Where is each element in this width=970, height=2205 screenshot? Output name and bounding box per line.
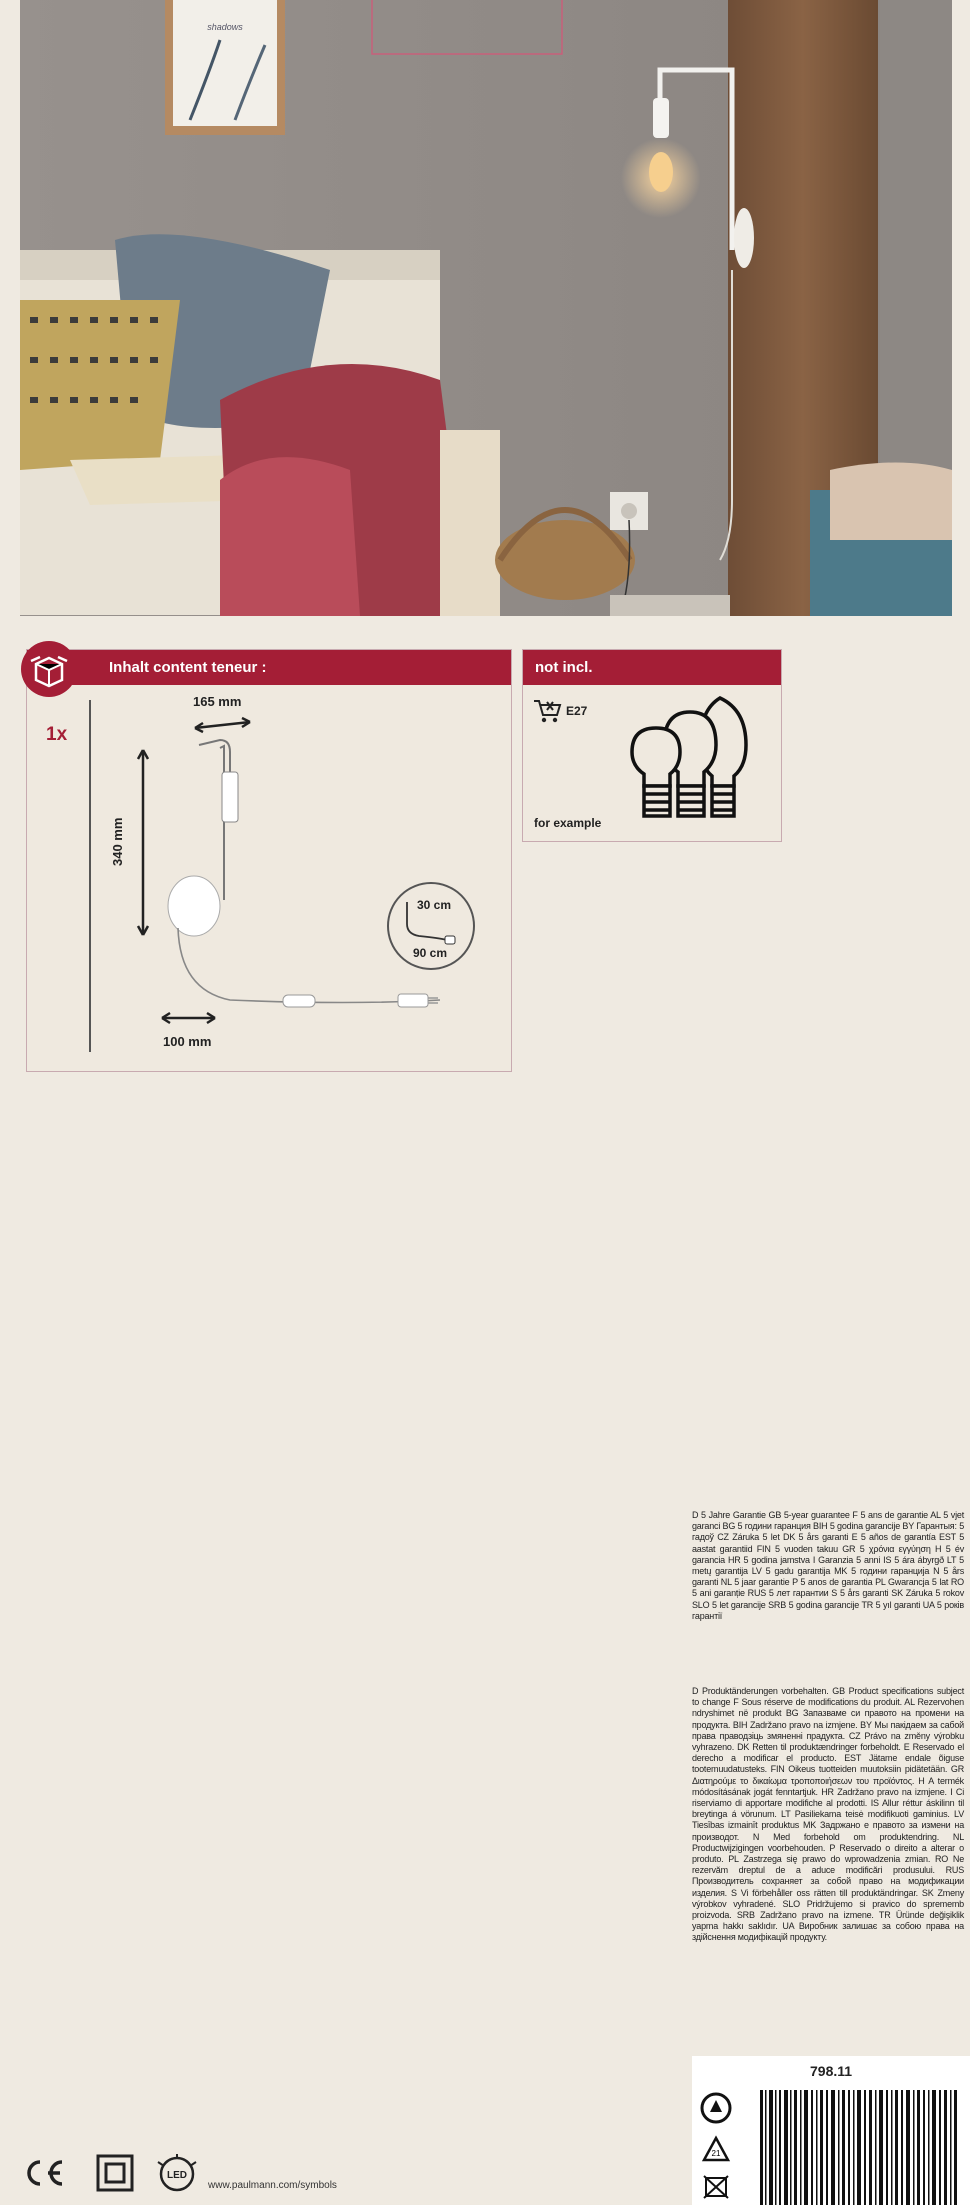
ce-mark-icon	[22, 2156, 66, 2190]
dim-height: 340 mm	[110, 817, 125, 866]
led-compatible-icon	[152, 2152, 202, 2196]
socket-type: E27	[566, 704, 588, 718]
cable-length-diagram	[387, 882, 475, 970]
svg-text:21: 21	[711, 2149, 721, 2158]
poster-text: shadows	[207, 22, 243, 32]
dim-base: 100 mm	[163, 1034, 212, 1049]
protection-class-icon	[96, 2154, 134, 2192]
dim-width: 165 mm	[193, 694, 242, 709]
barcode	[756, 2090, 962, 2205]
recycling-icons	[698, 2092, 734, 2202]
guarantee-text: D 5 Jahre Garantie GB 5-year guarantee F 5 ans de garantie AL 5 vjet garanci BG 5 години гаранция BIH 5 godina garancije BY Гарантыя: 5 гадоў CZ Záruka 5 let DK 5 års garanti E 5 años de garantía EST 5 aastat garantiid FIN 5 vuoden takuu GR 5 χρόνια εγγύηση H 5 év garancia HR 5 godina jamstva I Garanzia 5 anni IS 5 ára ábyrgð LT 5 metų garantija LV 5 gadu garantija MK 5 години гаранција N 5 års garanti NL 5 jaar garantie P 5 anos de garantia PL Gwarancja 5 lat RO 5 ani garanție RUS 5 лет гарантии S 5 års garanti SK Záruka 5 rokov SLO 5 let garancije SRB 5 godina garancije TR 5 yıl garanti UA 5 років гарантії	[692, 1510, 964, 1621]
cable-short-length: 30 cm	[417, 898, 452, 912]
room-scene-illustration	[20, 0, 952, 616]
content-panel-header: Inhalt content teneur :	[27, 650, 511, 685]
barcode-area	[692, 2056, 970, 2205]
divider-line	[89, 700, 91, 1052]
article-number: 798.11	[810, 2063, 853, 2079]
for-example-caption: for example	[534, 816, 602, 830]
bulbs-icon	[620, 690, 760, 830]
quantity-label: 1x	[46, 724, 68, 745]
lamp-drawing	[120, 700, 490, 1060]
website-link[interactable]: www.paulmann.com/symbols	[208, 2180, 337, 2191]
shopping-cart-icon	[532, 698, 562, 724]
product-photo	[20, 0, 952, 616]
not-included-header: not incl.	[523, 650, 781, 685]
svg-text:LED: LED	[167, 2170, 187, 2181]
cable-long-length: 90 cm	[413, 946, 448, 960]
product-changes-text: D Produktänderungen vorbehalten. GB Product specifications subject to change F Sous réserve de modifications du produit. AL Rezervohen ndryshimet në produkt BG Запазваме си правото на промени на продукта. BIH Zadržano pravo na izmjene. BY Мы пакідаем за сабой права праводзіць змяненні прадукта. CZ Právo na změny výrobku vyhrazeno. DK Retten til produktændringer forbeholdt. E Reservado el derecho a modificar el producto. EST Jätame endale õiguse tootemuudatusteks. FIN Oikeus tuotteiden muutoksiin pidätetään. GR Διατηρούμε το δικαίωμα τροποποιήσεων του προϊόντος. H A termék módosításának jogát fenntartjuk. HR Zadržano pravo na izmjene. I Ci riserviamo di apportare modifiche al prodotti. IS Allur réttur áskilinn til breytinga á vörunum. LT Pasiliekama teisė modifikuoti gaminius. LV Tiesības izmainīt produktus MK Задржано е правото за измени на производот. N Med forbehold om produktendring. NL Productwijzigingen voorbehouden. P Reservado o direito a alterar o produto. PL Zastrzega się prawo do wprowadzenia zmian. RO Ne rezervăm dreptul de a aduce modificări produsului. RUS Производитель сохраняет за собой право на модификации изделия. S Vi förbehåller oss rätten till produktändringar. SK Zmeny výrobkov vyhradené. SLO Pridržujemo si pravico do sprememb proizvoda. SRB Zadržano pravo na izmene. TR Üründe değişiklik yapma hakkı saklıdır. UA Виробник залишає за собою права на здійснення модифікацій продукту.	[692, 1686, 964, 1943]
box-icon	[20, 640, 78, 698]
